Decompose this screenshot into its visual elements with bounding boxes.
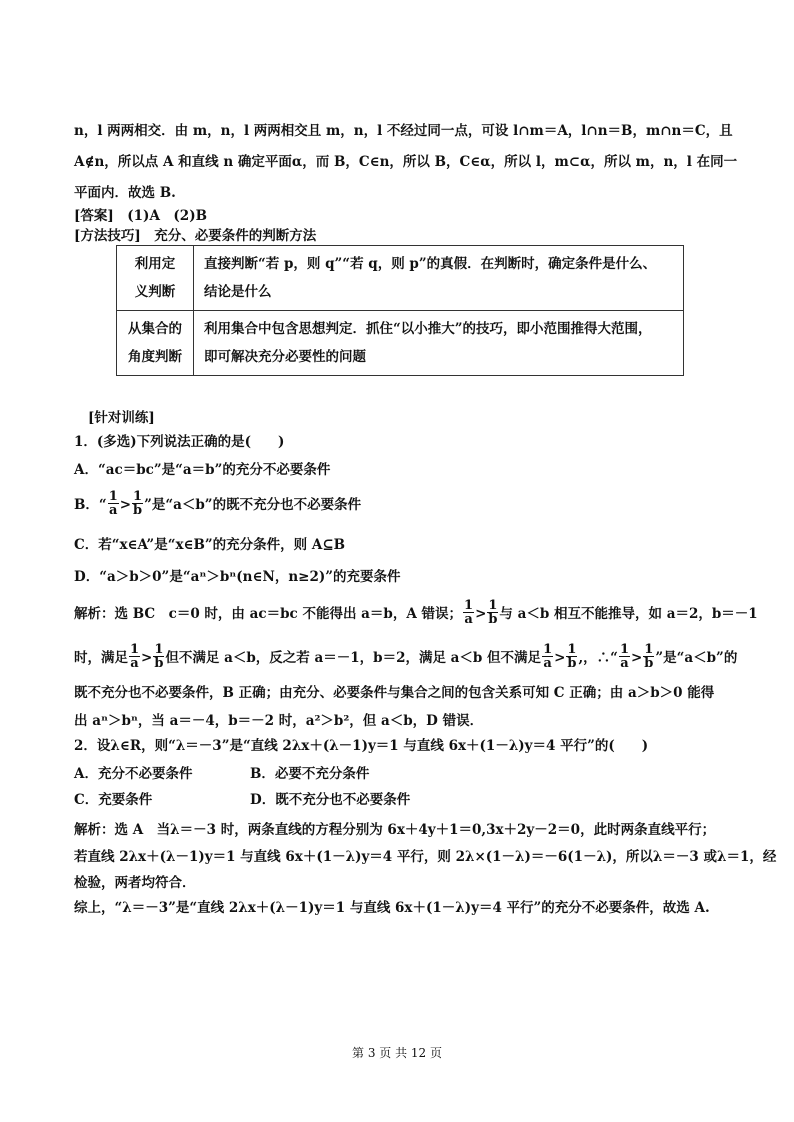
fraction-1-over-a: $\frac{1}{a}$ [108, 489, 118, 518]
fraction-1-over-a: $\frac{1}{a}$ [464, 598, 474, 627]
q1-solution-line-1: 解析：选 BC c＝0 时，由 ac＝bc 不能得出 a＝b，A 错误； $\frac{1}{a}$ > $\frac{1}{b}$ 与 a＜b 相互不能推导，如 a＝2，b＝－1 [74, 598, 758, 627]
q1-solution-line-3: 既不充分也不必要条件，B 正确；由充分、必要条件与集合之间的包含关系可知 C 正确；由 a＞b＞0 能得 [74, 685, 715, 701]
fraction-1-over-b: $\frac{1}{b}$ [644, 642, 654, 671]
fraction-1-over-b: $\frac{1}{b}$ [154, 642, 164, 671]
table-value: 直接判断“若 p，则 q”“若 q，则 p”的真假．在判断时，确定条件是什么、 结论是什么 [194, 246, 684, 311]
intro-line-2: A∉n，所以点 A 和直线 n 确定平面α，而 B，C∈n，所以 B，C∈α，所以 l，m⊂α，所以 m，n，l 在同一 [74, 154, 738, 170]
table-key: 从集合的 角度判断 [117, 311, 194, 376]
q2-stem: 2．设λ∈R，则“λ＝－3”是“直线 2λx＋(λ－1)y＝1 与直线 6x＋(1－λ)y＝4 平行”的( ) [74, 738, 649, 754]
table-value: 利用集合中包含思想判定．抓住“以小推大”的技巧，即小范围推得大范围， 即可解决充分必要性的问题 [194, 311, 684, 376]
q1-solution-line-2: 时，满足 $\frac{1}{a}$ > $\frac{1}{b}$ 但不满足 a＜b，反之若 a＝－1，b＝2，满足 a＜b 但不满足 $\frac{1}{a}$ > $\frac{1}{b}$ ,，∴“ $\frac{1}{a}$ > $\frac{1}{b}$ ”是“a＜b”的 [74, 642, 738, 671]
table-row [117, 246, 684, 311]
intro-line-3: 平面内．故选 B. [74, 185, 176, 201]
intro-line-1: n，l 两两相交．由 m，n，l 两两相交且 m，n，l 不经过同一点，可设 l∩m＝A，l∩n＝B，m∩n＝C，且 [74, 123, 733, 139]
table-key: 利用定 义判断 [117, 246, 194, 311]
q1-option-a: A．“ac＝bc”是“a＝b”的充分不必要条件 [74, 462, 331, 478]
method-title: [方法技巧] 充分、必要条件的判断方法 [74, 228, 317, 244]
q2-solution-line-2: 若直线 2λx＋(λ－1)y＝1 与直线 6x＋(1－λ)y＝4 平行，则 2λ×(1－λ)＝－6(1－λ)，所以λ＝－3 或λ＝1，经 [74, 849, 777, 865]
q2-option-c: C．充要条件 [74, 792, 153, 808]
q2-option-b: B．必要不充分条件 [250, 766, 370, 782]
fraction-1-over-a: $\frac{1}{a}$ [619, 642, 629, 671]
fraction-1-over-a: $\frac{1}{a}$ [543, 642, 553, 671]
q2-solution-line-1: 解析：选 A 当λ＝－3 时，两条直线的方程分别为 6x＋4y＋1＝0,3x＋2y－2＝0，此时两条直线平行； [74, 822, 716, 838]
fraction-1-over-b: $\frac{1}{b}$ [133, 489, 143, 518]
q1-option-d: D．“a＞b＞0”是“aⁿ＞bⁿ(n∈N，n≥2)”的充要条件 [74, 569, 401, 585]
training-title: [针对训练] [88, 410, 155, 426]
q1-option-b: B．“ $\frac{1}{a}$ > $\frac{1}{b}$ ”是“a＜b”的既不充分也不必要条件 [74, 489, 362, 518]
fraction-1-over-a: $\frac{1}{a}$ [130, 642, 140, 671]
q2-solution-line-3: 检验，两者均符合． [74, 875, 196, 891]
fraction-1-over-b: $\frac{1}{b}$ [567, 642, 577, 671]
method-table [116, 245, 684, 376]
table-row [117, 311, 684, 376]
q1-stem: 1．(多选)下列说法正确的是( ) [74, 434, 285, 450]
fraction-1-over-b: $\frac{1}{b}$ [488, 598, 498, 627]
q1-solution-line-4: 出 aⁿ＞bⁿ，当 a＝－4，b＝－2 时，a²＞b²，但 a＜b，D 错误． [74, 713, 484, 729]
q2-solution-line-4: 综上，“λ＝－3”是“直线 2λx＋(λ－1)y＝1 与直线 6x＋(1－λ)y＝4 平行”的充分不必要条件，故选 A. [74, 900, 710, 916]
q2-option-d: D．既不充分也不必要条件 [250, 792, 411, 808]
page-footer: 第 3 页 共 12 页 [352, 1046, 442, 1060]
q2-option-a: A．充分不必要条件 [74, 766, 193, 782]
answer-line: [答案] (1)A (2)B [74, 208, 207, 224]
q1-option-c: C．若“x∈A”是“x∈B”的充分条件，则 A⊆B [74, 537, 346, 553]
